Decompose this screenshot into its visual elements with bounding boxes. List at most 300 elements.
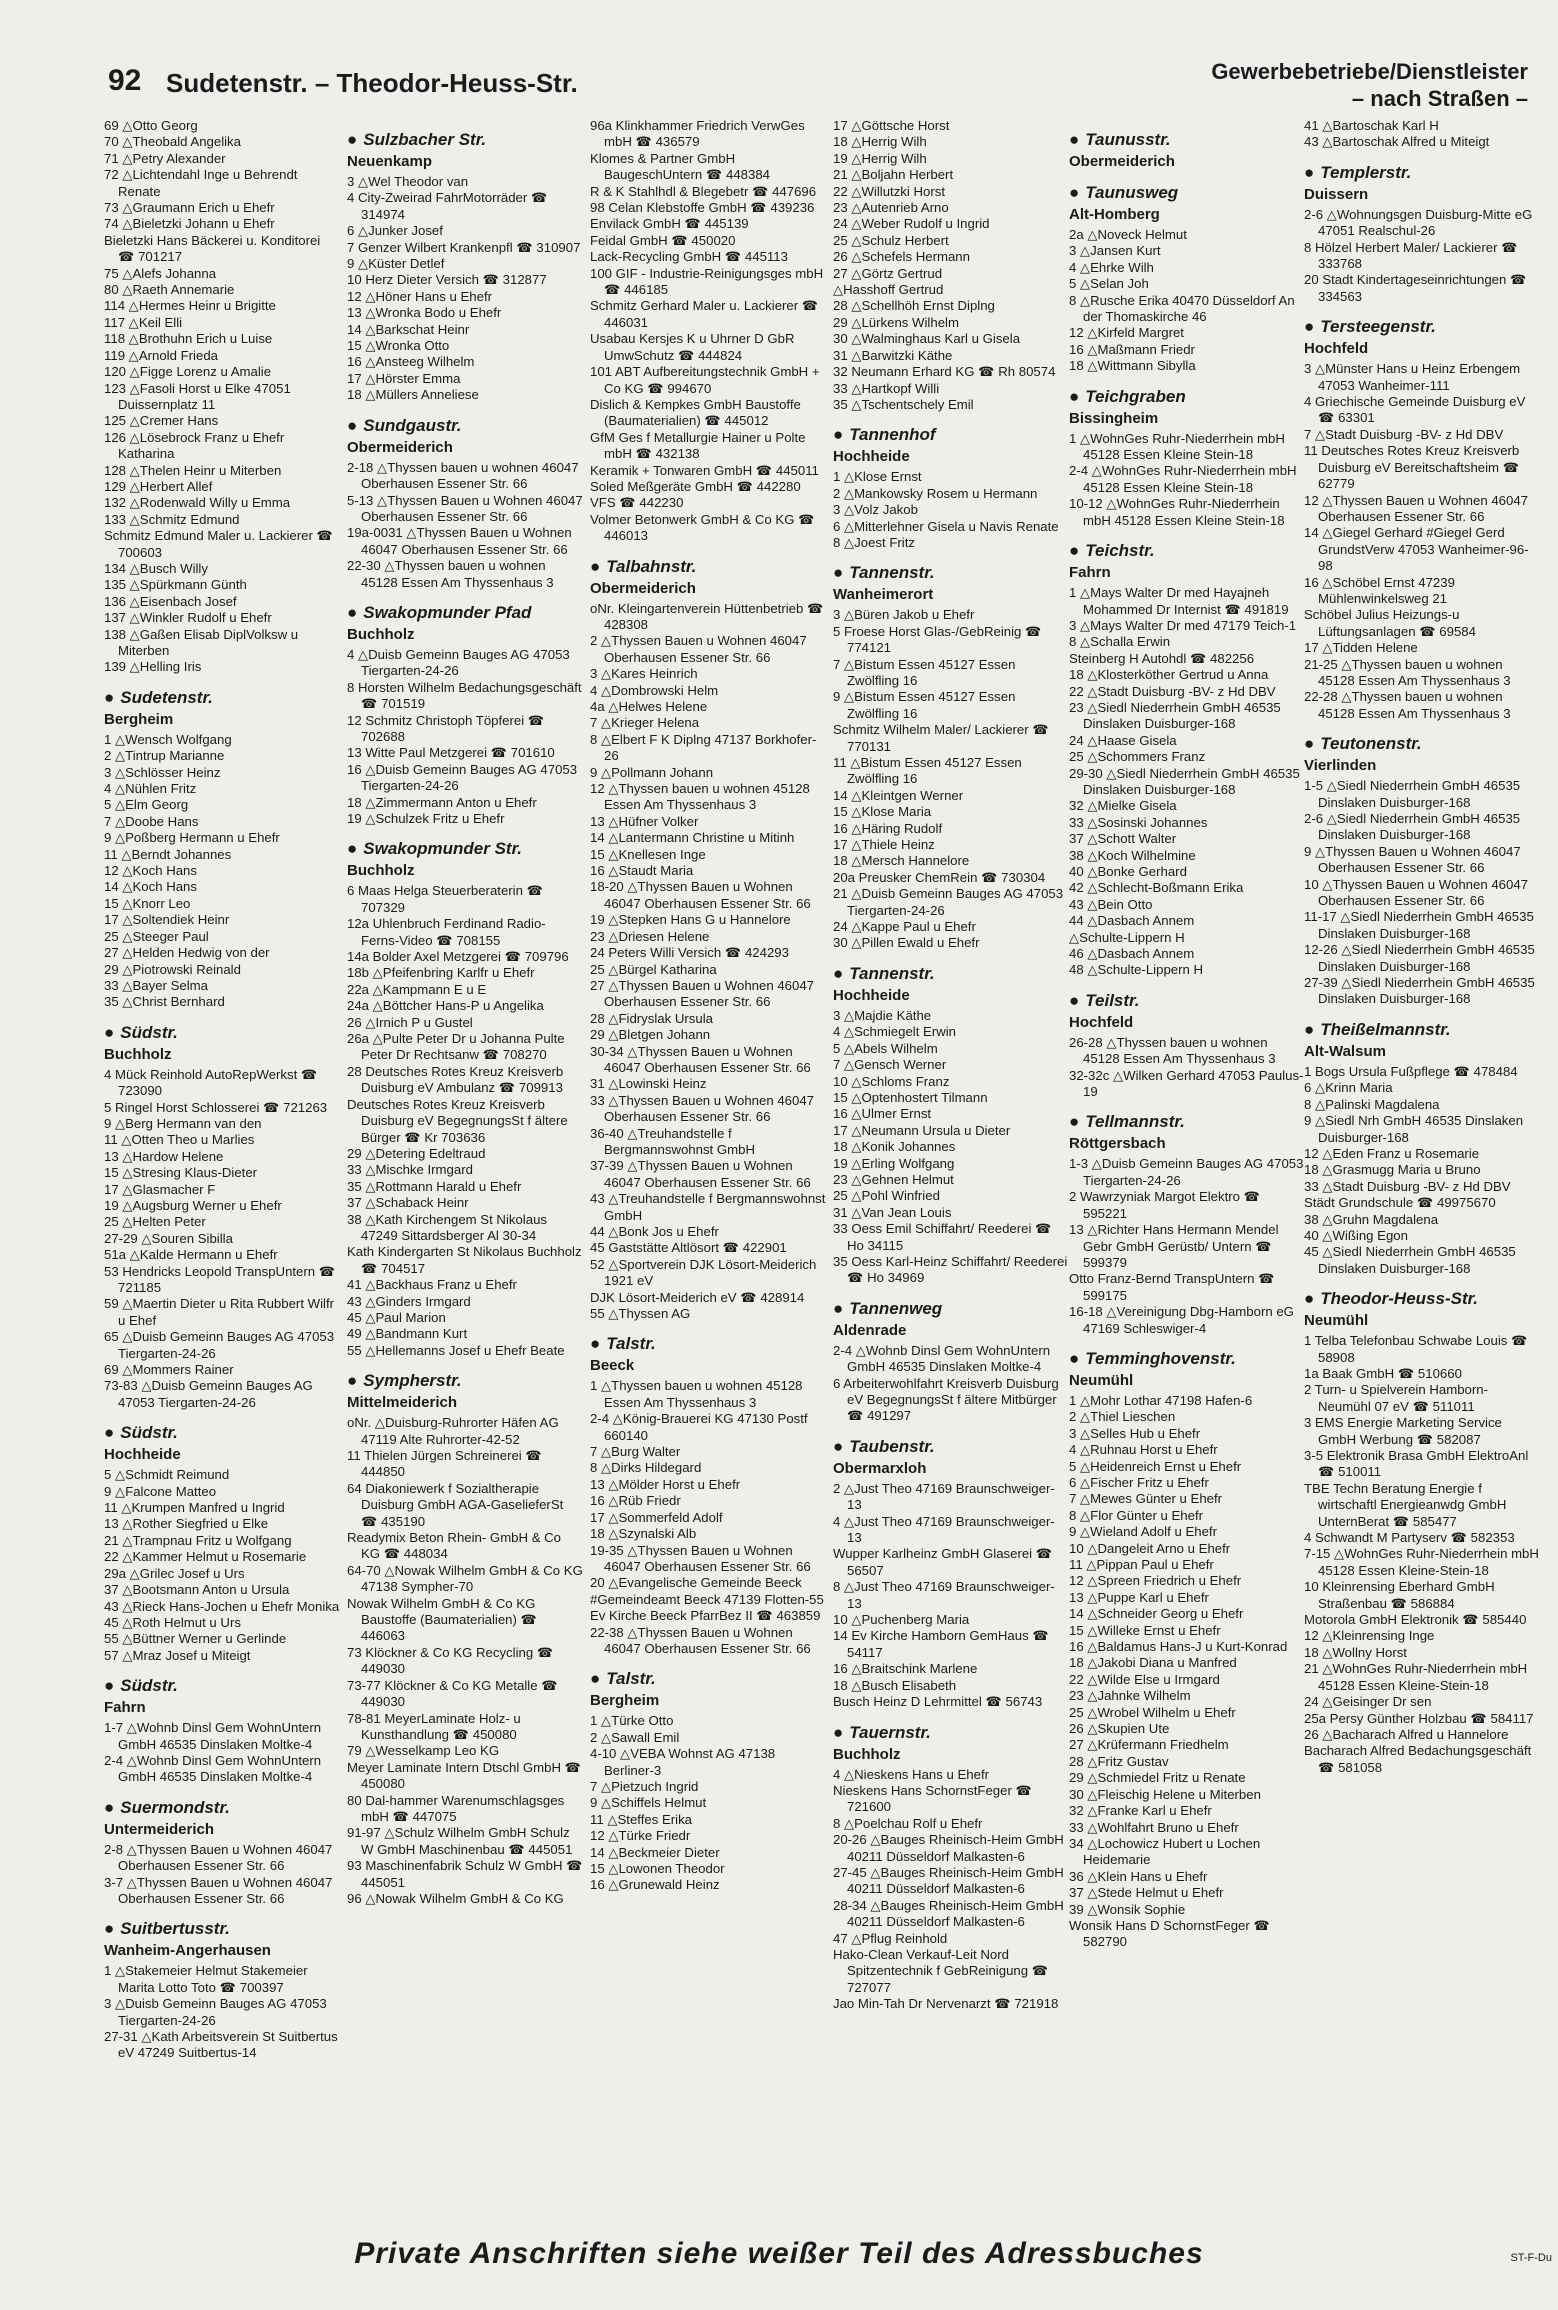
column-3 [590, 118, 826, 2203]
district-name: Bissingheim [1069, 409, 1159, 427]
listing-entry: VFS ☎ 442230 [590, 495, 684, 511]
listing-entry: 10 △Thyssen Bauen u Wohnen 46047 Oberhausen Essener Str. 66 [1304, 876, 1528, 909]
listing-entry: 16 △Häring Rudolf [833, 820, 943, 836]
listing-entry: 16 △Ansteeg Wilhelm [347, 354, 475, 370]
listing-entry: 10 △Dangeleit Arno u Ehefr [1069, 1540, 1231, 1556]
bullet-icon: ● [833, 1298, 844, 1318]
street-name: Tersteegenstr. [1320, 317, 1436, 337]
listing-entry: 36-40 △Treuhandstelle f Bergmannswohnst GmbH [590, 1125, 755, 1157]
listing-entry: 64 Diakoniewerk f Sozialtherapie Duisburg GmbH AGA-GaselieferSt ☎ 435190 [347, 1480, 564, 1529]
listing-entry: 5 △Elm Georg [104, 797, 189, 813]
listing-entry: 29a △Grilec Josef u Urs [104, 1565, 245, 1581]
listing-entry: 30 △Walminghaus Karl u Gisela [833, 331, 1021, 347]
listing-entry: 91-97 △Schulz Wilhelm GmbH Schulz W GmbH Maschinenbau ☎ 445051 [347, 1825, 573, 1857]
page-header [108, 58, 1528, 118]
listing-entry: 69 △Otto Georg [104, 118, 198, 133]
listing-entry: 4 City-Zweirad FahrMotorräder ☎ 314974 [347, 190, 548, 222]
listing-entry: 29 △Lürkens Wilhelm [833, 314, 959, 330]
listing-entry: 2 △Just Theo 47169 Braunschweiger-13 [833, 1480, 1055, 1513]
category-line-2: – nach Straßen – [1351, 86, 1528, 111]
street-heading [833, 1437, 1069, 1457]
listing-entry: 64-70 △Nowak Wilhelm GmbH & Co KG 47138 Sympher-70 [347, 1562, 583, 1595]
street-name: Tannenhof [849, 425, 936, 445]
street-heading [1069, 183, 1305, 203]
listing-entry: 55 △Hellemanns Josef u Ehefr Beate [347, 1342, 565, 1358]
listing-entry: 16-18 △Vereinigung Dbg-Hamborn eG 47169 Schleswiger-4 [1069, 1304, 1294, 1336]
listing-entry: Wupper Karlheinz GmbH Glaserei ☎ 56507 [833, 1546, 1053, 1578]
street-name: Teutonenstr. [1320, 734, 1422, 754]
listing-entry: 5 △Selan Joh [1069, 276, 1149, 292]
listing-entry: 137 △Winkler Rudolf u Ehefr [104, 610, 272, 626]
street-heading [104, 688, 340, 708]
listing-entry: 45 Gaststätte Altlösort ☎ 422901 [590, 1240, 787, 1256]
listing-entry: 11 Thielen Jürgen Schreinerei ☎ 444850 [347, 1448, 542, 1480]
listing-entry: 42 △Schlecht-Boßmann Erika [1069, 880, 1244, 896]
street-heading [590, 1669, 826, 1689]
bullet-icon: ● [590, 1669, 601, 1689]
listing-entry: Busch Heinz D Lehrmittel ☎ 56743 [833, 1694, 1043, 1710]
listing-entry: 16 △Rüb Friedr [590, 1493, 681, 1509]
listing-entry: 2-8 △Thyssen Bauen u Wohnen 46047 Oberhausen Essener Str. 66 [104, 1841, 333, 1874]
listing-entry: 9 △Pollmann Johann [590, 764, 714, 780]
bullet-icon: ● [347, 415, 358, 435]
listing-entry: 13 Witte Paul Metzgerei ☎ 701610 [347, 745, 555, 761]
listing-entry: 25 △Steeger Paul [104, 928, 209, 944]
column-4 [833, 118, 1069, 2203]
street-heading [104, 1798, 340, 1818]
listing-entry: 2a △Noveck Helmut [1069, 227, 1187, 242]
listing-entry: 2 △Mankowsky Rosem u Hermann [833, 485, 1038, 501]
listing-entry: 35 Oess Karl-Heinz Schiffahrt/ Reederei ☎ Ho 34969 [833, 1253, 1068, 1286]
listing-entry: 26 △Irnich P u Gustel [347, 1014, 473, 1030]
street-heading [1069, 387, 1305, 407]
listing-entry: 3-7 △Thyssen Bauen u Wohnen 46047 Oberhausen Essener Str. 66 [104, 1874, 333, 1906]
listing-entry: 26-28 △Thyssen bauen u wohnen 45128 Essen Am Thyssenhaus 3 [1069, 1034, 1276, 1067]
listing-entry: 19 △Schulzek Fritz u Ehefr [347, 811, 505, 826]
listing-entry: 13 △Mölder Horst u Ehefr [590, 1476, 741, 1492]
listing-entry: 8 △Poelchau Rolf u Ehefr [833, 1815, 983, 1831]
listing-entry: 12 △Kleinrensing Inge [1304, 1628, 1435, 1644]
listing-entry: 7 △Burg Walter [590, 1444, 681, 1460]
listing-entry: 9 △Siedl Nrh GmbH 46535 Dinslaken Duisburger-168 [1304, 1113, 1524, 1145]
district-name: Duissern [1304, 185, 1369, 203]
listing-entry: 10 Kleinrensing Eberhard GmbH Straßenbau ☎ 586884 [1304, 1579, 1495, 1611]
bullet-icon: ● [104, 1423, 115, 1443]
listing-entry: 33 △Stadt Duisburg -BV- z Hd DBV [1304, 1178, 1511, 1194]
listing-entry: 22 △Stadt Duisburg -BV- z Hd DBV [1069, 683, 1276, 699]
listing-entry: 18 △Wollny Horst [1304, 1644, 1407, 1660]
listing-entry: 18 △Wittmann Sibylla [1069, 358, 1196, 374]
listing-entry: Otto Franz-Bernd TranspUntern ☎ 599175 [1069, 1271, 1275, 1303]
listing-entry: 22a △Kampmann E u E [347, 981, 487, 997]
listing-entry: 31 △Lowinski Heinz [590, 1076, 707, 1092]
listing-entry: 7 △Krieger Helena [590, 715, 700, 731]
listing-entry: 100 GIF - Industrie-Reinigungsges mbH ☎ 446185 [590, 265, 824, 298]
district-name: Buchholz [104, 1045, 172, 1063]
listing-entry: 13 △Wronka Bodo u Ehefr [347, 305, 502, 321]
listing-entry: 132 △Rodenwald Willy u Emma [104, 495, 291, 511]
district-name: Neuenkamp [347, 153, 433, 170]
listing-entry: Schöbel Julius Heizungs-u Lüftungsanlagen ☎ 69584 [1304, 607, 1476, 639]
listing-entry: 1a Baak GmbH ☎ 510660 [1304, 1365, 1462, 1381]
listing-entry: 21 △WohnGes Ruhr-Niederrhein mbH 45128 Essen Kleine-Stein-18 [1304, 1661, 1528, 1693]
listing-entry: 20 Stadt Kindertageseinrichtungen ☎ 334563 [1304, 272, 1527, 304]
listing-entry: 15 △Lowonen Theodor [590, 1861, 725, 1876]
street-name: Teichstr. [1085, 541, 1155, 561]
listing-entry: 18 △Busch Elisabeth [833, 1677, 957, 1693]
listing-entry: 4 △Nühlen Fritz [104, 781, 197, 797]
listing-entry: 35 △Tschentschely Emil [833, 396, 974, 412]
listing-entry: 55 △Thyssen AG [590, 1306, 691, 1322]
street-name: Talstr. [606, 1669, 656, 1689]
street-heading [347, 130, 583, 150]
listing-entry: 14 △Barkschat Heinr [347, 321, 470, 337]
listing-entry: 126 △Lösebrock Franz u Ehefr Katharina [104, 429, 285, 462]
listing-entry: 80 △Raeth Annemarie [104, 282, 235, 298]
listing-entry: Schmitz Edmund Maler u. Lackierer ☎ 700603 [104, 528, 333, 560]
listing-entry: 2 △Thiel Lieschen [1069, 1409, 1176, 1425]
column-1 [104, 118, 340, 2203]
district-name: Hochheide [833, 986, 910, 1004]
listing-entry: 26 △Schefels Hermann [833, 249, 970, 265]
district-name: Beeck [590, 1357, 635, 1375]
street-name: Sudetenstr. [120, 687, 213, 707]
listing-entry: 7 △Pietzuch Ingrid [590, 1778, 699, 1794]
listing-entry: 11 △Pippan Paul u Ehefr [1069, 1557, 1214, 1572]
listing-entry: 18 △Zimmermann Anton u Ehefr [347, 794, 537, 810]
listing-entry: 17 △Hörster Emma [347, 370, 461, 386]
listing-entry: 4 Griechische Gemeinde Duisburg eV ☎ 63301 [1304, 394, 1526, 426]
listing-entry: 8 △Elbert F K Diplng 47137 Borkhofer-26 [590, 731, 817, 764]
district-name: Alt-Walsum [1304, 1042, 1386, 1060]
listing-entry: 38 △Kath Kirchengem St Nikolaus 47249 Sittardsberger Al 30-34 [347, 1211, 547, 1243]
street-name: Taubenstr. [849, 1436, 935, 1456]
listing-entry: 1 △Türke Otto [590, 1713, 674, 1729]
listing-entry: 4 △Ruhnau Horst u Ehefr [1069, 1442, 1218, 1458]
column-6 [1304, 118, 1540, 2203]
listing-entry: 19a-0031 △Thyssen Bauen u Wohnen 46047 Oberhausen Essener Str. 66 [347, 525, 572, 557]
district-name: Obermeiderich [590, 579, 696, 597]
listing-entry: 6 Arbeiterwohlfahrt Kreisverb Duisburg eV BegegnungsSt f ältere Mitbürger ☎ 491297 [833, 1375, 1059, 1424]
listing-entry: 59 △Maertin Dieter u Rita Rubbert Wilfr u Ehef [104, 1296, 335, 1328]
listing-entry: 45 △Roth Helmut u Urs [104, 1614, 241, 1630]
listing-entry: 15 △Knellesen Inge [590, 846, 706, 862]
listing-entry: 123 △Fasoli Horst u Elke 47051 Duissernplatz 11 [104, 380, 291, 412]
listing-entry: 15 △Knorr Leo [104, 895, 191, 911]
category-heading [1211, 58, 1528, 112]
listing-entry: 26a △Pulte Peter Dr u Johanna Pulte Peter Dr Rechtsanw ☎ 708270 [347, 1031, 565, 1063]
street-name: Suermondstr. [120, 1797, 230, 1817]
street-heading [104, 1919, 340, 1939]
listing-entry: 71 △Petry Alexander [104, 150, 226, 166]
street-heading [1304, 734, 1540, 754]
listing-entry: 35 △Christ Bernhard [104, 994, 225, 1010]
listing-entry: 11 △Otten Theo u Marlies [104, 1132, 255, 1148]
street-name: Sulzbacher Str. [363, 130, 487, 149]
listing-entry: 73-83 △Duisb Gemeinn Bauges AG 47053 Tiergarten-24-26 [104, 1378, 313, 1410]
listing-entry: 13 △Puppe Karl u Ehefr [1069, 1589, 1209, 1605]
listing-entry: 22-30 △Thyssen bauen u wohnen 45128 Essen Am Thyssenhaus 3 [347, 558, 554, 590]
district-name: Buchholz [347, 862, 415, 880]
listing-entry: 16 △Ulmer Ernst [833, 1106, 932, 1122]
street-name: Swakopmunder Pfad [363, 602, 532, 622]
bullet-icon: ● [1069, 990, 1080, 1010]
listing-entry: 24 △Haase Gisela [1069, 732, 1177, 748]
listing-entry: 1 △Stakemeier Helmut Stakemeier Marita Lotto Toto ☎ 700397 [104, 1963, 308, 1995]
bullet-icon: ● [833, 563, 844, 583]
listing-entry: 4 △Nieskens Hans u Ehefr [833, 1766, 990, 1782]
listing-entry: 80 Dal-hammer Warenumschlagsges mbH ☎ 447075 [347, 1792, 565, 1824]
listing-entry: 6 △Junker Josef [347, 223, 443, 239]
listing-entry: 31 △Van Jean Louis [833, 1204, 952, 1220]
street-name: Teilstr. [1085, 990, 1140, 1010]
listing-entry: 15 △Wronka Otto [347, 338, 450, 354]
listing-entry: 38 △Koch Wilhelmine [1069, 847, 1196, 863]
listing-entry: 30 △Pillen Ewald u Ehefr [833, 935, 980, 951]
street-heading [104, 1676, 340, 1696]
listing-entry: 39 △Wonsik Sophie [1069, 1901, 1186, 1917]
listing-entry: 51a △Kalde Hermann u Ehefr [104, 1247, 278, 1263]
listing-entry: 43 △Rieck Hans-Jochen u Ehefr Monika [104, 1598, 340, 1614]
street-name: Talbahnstr. [606, 556, 697, 576]
listing-entry: 2-4 △König-Brauerei KG 47130 Postf 660140 [590, 1411, 808, 1443]
listing-entry: #Gemeindeamt Beeck 47139 Flotten-55 [590, 1591, 824, 1607]
listing-entry: 22 △Kammer Helmut u Rosemarie [104, 1549, 307, 1565]
listing-entry: 19 △Stepken Hans G u Hannelore [590, 912, 791, 928]
listing-entry: 11 Deutsches Rotes Kreuz Kreisverb Duisburg eV Bereitschaftsheim ☎ 62779 [1304, 443, 1520, 492]
listing-entry: 9 △Küster Detlef [347, 256, 445, 272]
listing-entry: 55 △Büttner Werner u Gerlinde [104, 1631, 287, 1647]
listing-entry: 8 △Palinski Magdalena [1304, 1096, 1440, 1112]
listing-entry: 9 △Bistum Essen 45127 Essen Zwölfling 16 [833, 689, 1016, 721]
listing-entry: 16 △Maßmann Friedr [1069, 341, 1195, 357]
listing-entry: 2 △Sawall Emil [590, 1729, 680, 1745]
listing-entry: 72 △Lichtendahl Inge u Behrendt Renate [104, 167, 298, 199]
listing-entry: 16 △Grunewald Heinz [590, 1877, 720, 1893]
listing-entry: 31 △Barwitzki Käthe [833, 347, 953, 363]
street-heading [833, 563, 1069, 583]
listing-entry: 33 △Bayer Selma [104, 977, 208, 993]
district-name: Hochfeld [1069, 1013, 1134, 1031]
listing-entry: 52 △Sportverein DJK Lösort-Meiderich 1921 eV [590, 1256, 817, 1289]
street-heading [1069, 130, 1305, 150]
bullet-icon: ● [104, 687, 115, 707]
listing-entry: 3 △Jansen Kurt [1069, 243, 1161, 259]
column-5 [1069, 118, 1305, 2203]
bullet-icon: ● [347, 602, 358, 622]
listing-entry: 133 △Schmitz Edmund [104, 511, 240, 527]
listing-entry: Nieskens Hans SchornstFeger ☎ 721600 [833, 1782, 1032, 1815]
listing-entry: 12-26 △Siedl Niederrhein GmbH 46535 Dinslaken Duisburger-168 [1304, 942, 1535, 974]
listing-entry: 30-34 △Thyssen Bauen u Wohnen 46047 Oberhausen Essener Str. 66 [590, 1043, 811, 1075]
listing-entry: 28 △Fidryslak Ursula [590, 1010, 714, 1026]
listing-entry: 6 △Krinn Maria [1304, 1080, 1393, 1096]
district-name: Bergheim [590, 1692, 660, 1710]
listing-entry: 17 △Glasmacher F [104, 1181, 216, 1197]
listing-entry: 20-26 △Bauges Rheinisch-Heim GmbH 40211 Düsseldorf Malkasten-6 [833, 1832, 1064, 1864]
listing-entry: 11 △Berndt Johannes [104, 846, 232, 862]
listing-entry: 24 △Kappe Paul u Ehefr [833, 919, 976, 935]
bullet-icon: ● [833, 425, 844, 445]
listing-entry: 138 △Gaßen Elisab DiplVolksw u Miterben [104, 626, 299, 658]
listing-entry: 24a △Böttcher Hans-P u Angelika [347, 998, 544, 1014]
listing-entry: 7 Genzer Wilbert Krankenpfl ☎ 310907 [347, 239, 581, 255]
listing-entry: 27 △Thyssen Bauen u Wohnen 46047 Oberhausen Essener Str. 66 [590, 977, 814, 1010]
listing-entry: 22-28 △Thyssen bauen u wohnen 45128 Essen Am Thyssenhaus 3 [1304, 689, 1511, 721]
district-name: Wanheim-Angerhausen [104, 1942, 271, 1960]
listing-entry: GfM Ges f Metallurgie Hainer u Polte mbH ☎ 432138 [590, 429, 806, 462]
listing-entry: 33 △Mischke Irmgard [347, 1162, 473, 1178]
listing-entry: Readymix Beton Rhein- GmbH & Co KG ☎ 448034 [347, 1530, 562, 1562]
district-name: Röttgersbach [1069, 1135, 1166, 1153]
listing-entry: 36 △Klein Hans u Ehefr [1069, 1868, 1208, 1884]
bullet-icon: ● [347, 130, 358, 149]
listing-entry: Jao Min-Tah Dr Nervenarzt ☎ 721918 [833, 1996, 1059, 2012]
listing-entry: 24 △Geisinger Dr sen [1304, 1694, 1432, 1710]
listing-entry: 23 △Autenrieb Arno [833, 200, 949, 216]
listing-entry: 25 △Helten Peter [104, 1214, 206, 1230]
listing-entry: 23 △Gehnen Helmut [833, 1171, 954, 1187]
listing-entry: 78-81 MeyerLaminate Holz- u Kunsthandlung ☎ 450080 [347, 1710, 521, 1742]
listing-entry: Lack-Recycling GmbH ☎ 445113 [590, 249, 788, 265]
street-heading [347, 416, 583, 436]
street-name: Suitbertusstr. [120, 1919, 230, 1939]
listing-entry: 28 Deutsches Rotes Kreuz Kreisverb Duisburg eV Ambulanz ☎ 709913 [347, 1063, 564, 1096]
listing-entry: 134 △Busch Willy [104, 560, 208, 576]
street-heading [1069, 991, 1305, 1011]
listing-entry: 33 △Sosinski Johannes [1069, 814, 1208, 830]
listing-entry: 27-29 △Souren Sibilla [104, 1230, 233, 1246]
listing-entry: 34 △Lochowicz Hubert u Lochen Heidemarie [1069, 1835, 1261, 1868]
street-heading [833, 964, 1069, 984]
listing-entry: 125 △Cremer Hans [104, 413, 219, 429]
listing-entry: 5 △Heidenreich Ernst u Ehefr [1069, 1458, 1242, 1474]
listing-entry: 8 Hölzel Herbert Maler/ Lackierer ☎ 333768 [1304, 239, 1518, 272]
listing-entry: 3 △Duisb Gemeinn Bauges AG 47053 Tiergarten-24-26 [104, 1996, 327, 2028]
listing-entry: 3 △Büren Jakob u Ehefr [833, 607, 975, 623]
listing-entry: 6 △Fischer Fritz u Ehefr [1069, 1474, 1209, 1490]
listing-entry: Volmer Betonwerk GmbH & Co KG ☎ 446013 [590, 511, 815, 544]
listing-entry: 25 △Pohl Winfried [833, 1188, 940, 1204]
listing-entry: 1 △Klose Ernst [833, 469, 922, 485]
street-name: Theißelmannstr. [1320, 1019, 1451, 1039]
bullet-icon: ● [104, 1022, 115, 1042]
street-name: Taunusstr. [1085, 130, 1171, 149]
listing-entry: 32 Neumann Erhard KG ☎ Rh 80574 [833, 364, 1056, 380]
footer-note: Private Anschriften siehe weißer Teil des Adressbuches [354, 2237, 1204, 2270]
listing-entry: 33 Oess Emil Schiffahrt/ Reederei ☎ Ho 34115 [833, 1221, 1052, 1253]
street-name: Südstr. [120, 1022, 178, 1042]
listing-entry: 1 Telba Telefonbau Schwabe Louis ☎ 58908 [1304, 1333, 1528, 1365]
bullet-icon: ● [1304, 317, 1315, 337]
street-heading [347, 1371, 583, 1391]
listing-entry: 4-10 △VEBA Wohnst AG 47138 Berliner-3 [590, 1746, 776, 1778]
listing-entry: 26 △Bacharach Alfred u Hannelore [1304, 1726, 1509, 1742]
district-name: Hochheide [833, 448, 910, 466]
listing-entry: 16 △Staudt Maria [590, 863, 694, 879]
listing-entry: 27 △Görtz Gertrud [833, 265, 943, 281]
listing-entry: oNr. Kleingartenverein Hüttenbetrieb ☎ 428308 [590, 600, 824, 632]
street-name: Tannenstr. [849, 563, 935, 583]
listing-entry: 9 △Berg Hermann van den [104, 1115, 262, 1131]
listing-entry: 12 △Eden Franz u Rosemarie [1304, 1145, 1480, 1161]
listing-entry: 45 △Paul Marion [347, 1309, 446, 1325]
listing-entry: 37 △Schaback Heinr [347, 1195, 469, 1211]
listing-entry: 49 △Bandmann Kurt [347, 1326, 468, 1342]
listing-entry: Soled Meßgeräte GmbH ☎ 442280 [590, 478, 801, 494]
listing-entry: 8 △Joest Fritz [833, 534, 915, 550]
listing-entry: 10 △Puchenberg Maria [833, 1612, 970, 1628]
listing-entry: 22-38 △Thyssen Bauen u Wohnen 46047 Oberhausen Essener Str. 66 [590, 1624, 811, 1656]
listing-entry: 14 △Lantermann Christine u Mitinh [590, 830, 795, 846]
listing-entry: 14 △Koch Hans [104, 879, 197, 895]
listing-entry: 12a Uhlenbruch Ferdinand Radio- Ferns-Video ☎ 708155 [347, 916, 546, 948]
listing-entry: 3 △Schlösser Heinz [104, 764, 221, 780]
listing-entry: 7 △Mewes Günter u Ehefr [1069, 1491, 1223, 1507]
listing-entry: 43 △Ginders Irmgard [347, 1293, 471, 1309]
street-name: Südstr. [120, 1676, 178, 1696]
listing-entry: 28 △Schellhöh Ernst Diplng [833, 298, 995, 314]
listing-entry: 22 △Willutzki Horst [833, 183, 945, 199]
listing-entry: 2-6 △Wohnungsgen Duisburg-Mitte eG 47051 Realschul-26 [1304, 206, 1533, 239]
listing-entry: 24 △Weber Rudolf u Ingrid [833, 216, 990, 232]
listing-entry: Meyer Laminate Intern Dtschl GmbH ☎ 450080 [347, 1759, 582, 1792]
listing-entry: 18 △Jakobi Diana u Manfred [1069, 1655, 1237, 1671]
listing-entry: 14 △Kleintgen Werner [833, 787, 964, 803]
listing-entry: 1-5 △Siedl Niederrhein GmbH 46535 Dinslaken Duisburger-168 [1304, 778, 1521, 810]
listing-entry: 23 △Driesen Helene [590, 928, 710, 944]
listing-entry: 13 △Hüfner Volker [590, 813, 699, 829]
listing-entry: 4a △Helwes Helene [590, 699, 708, 714]
listing-entry: DJK Lösort-Meiderich eV ☎ 428914 [590, 1289, 805, 1305]
bullet-icon: ● [1069, 1112, 1080, 1132]
listing-entry: 9 △Falcone Matteo [104, 1483, 217, 1499]
listing-entry: 73-77 Klöckner & Co KG Metalle ☎ 449030 [347, 1677, 558, 1710]
listing-entry: 44 △Dasbach Annem [1069, 913, 1195, 929]
listing-entry: 117 △Keil Elli [104, 314, 183, 330]
listing-entry: 75 △Alefs Johanna [104, 265, 217, 281]
bullet-icon: ● [1304, 1019, 1315, 1039]
listing-entry: 22 △Wilde Else u Irmgard [1069, 1671, 1220, 1687]
listing-entry: 3 △Kares Heinrich [590, 666, 698, 682]
street-heading [104, 1423, 340, 1443]
listing-entry: Schmitz Wilhelm Maler/ Lackierer ☎ 770131 [833, 722, 1049, 754]
street-heading [833, 1299, 1069, 1319]
listing-entry: Feidal GmbH ☎ 450020 [590, 232, 736, 248]
listing-entry: R & K Stahlhdl & Blegebetr ☎ 447696 [590, 183, 817, 199]
listing-entry: 136 △Eisenbach Josef [104, 593, 237, 609]
listing-entry: 15 △Optenhostert Tilmann [833, 1089, 988, 1105]
district-name: Obermeiderich [1069, 153, 1175, 170]
bullet-icon: ● [833, 1722, 844, 1742]
listing-entry: 27 △Krüfermann Friedhelm [1069, 1737, 1229, 1753]
listing-entry: 11 △Steffes Erika [590, 1811, 693, 1827]
listing-entry: 24 Peters Willi Versich ☎ 424293 [590, 945, 789, 961]
listing-entry: 118 △Brothuhn Erich u Luise [104, 331, 273, 347]
district-name: Buchholz [833, 1745, 901, 1763]
listing-entry: 129 △Herbert Allef [104, 478, 213, 494]
district-name: Wanheimerort [833, 586, 934, 604]
listing-entry: 4 △Just Theo 47169 Braunschweiger-13 [833, 1513, 1055, 1546]
listing-entry: 93 Maschinenfabrik Schulz W GmbH ☎ 445051 [347, 1858, 583, 1890]
street-heading [590, 557, 826, 577]
page-number: 92 [108, 64, 142, 97]
listing-entry: 33 △Thyssen Bauen u Wohnen 46047 Oberhausen Essener Str. 66 [590, 1092, 814, 1125]
street-heading [1304, 1020, 1540, 1040]
listing-entry: 16 △Schöbel Ernst 47239 Mühlenwinkelsweg 21 [1304, 574, 1455, 606]
listing-entry: Deutsches Rotes Kreuz Kreisverb Duisburg eV BegegnungsSt f ältere Bürger ☎ Kr 703636 [347, 1096, 568, 1145]
listing-entry: 29 △Piotrowski Reinald [104, 961, 241, 977]
